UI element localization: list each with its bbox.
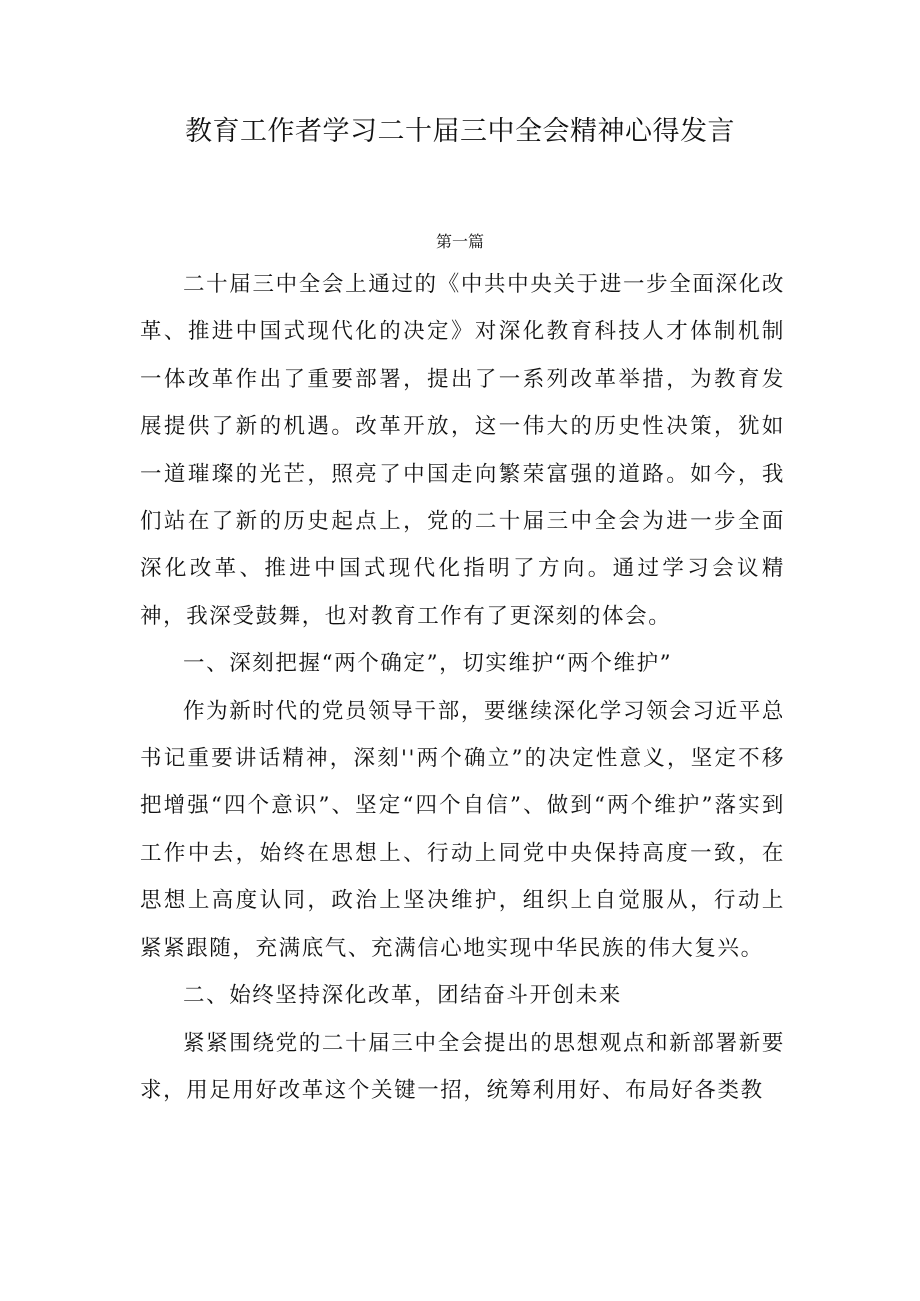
section-label: 第一篇 [435,232,484,251]
section-heading: 一、深刻把握“两个确定”，切实维护“两个维护” [183,651,673,677]
body-paragraph: 紧紧围绕党的二十届三中全会提出的思想观点和新部署新要求，用足用好改革这个关键一招，统筹利用好、布局好各类教 [140,1030,785,1103]
body-paragraph: 二十届三中全会上通过的《中共中央关于进一步全面深化改革、推进中国式现代化的决定》对深化教育科技人才体制机制一体改革作出了重要部署，提出了一系列改革举措，为教育发展提供了新的机遇。改革开放，这一伟大的历史性决策，犹如一道璀璨的光芒，照亮了中国走向繁荣富强的道路。如今，我们站在了新的历史起点上，党的二十届三中全会为进一步全面深化改革、推进中国式现代化指明了方向。通过学习会议精神，我深受鼓舞，也对教育工作有了更深刻的体会。 [140,272,785,629]
section-heading: 二、始终坚持深化改革，团结奋斗开创未来 [183,983,622,1009]
document-title: 教育工作者学习二十届三中全会精神心得发言 [185,116,735,147]
body-paragraph: 作为新时代的党员领导干部，要继续深化学习领会习近平总书记重要讲话精神，深刻''两个确立”的决定性意义，坚定不移把增强“四个意识”、坚定“四个自信”、做到“两个维护”落实到工作中去，始终在思想上、行动上同党中央保持高度一致，在思想上高度认同，政治上坚决维护，组织上自觉服从，行动上紧紧跟随，充满底气、充满信心地实现中华民族的伟大复兴。 [140,698,785,961]
document-body [140,261,785,1114]
